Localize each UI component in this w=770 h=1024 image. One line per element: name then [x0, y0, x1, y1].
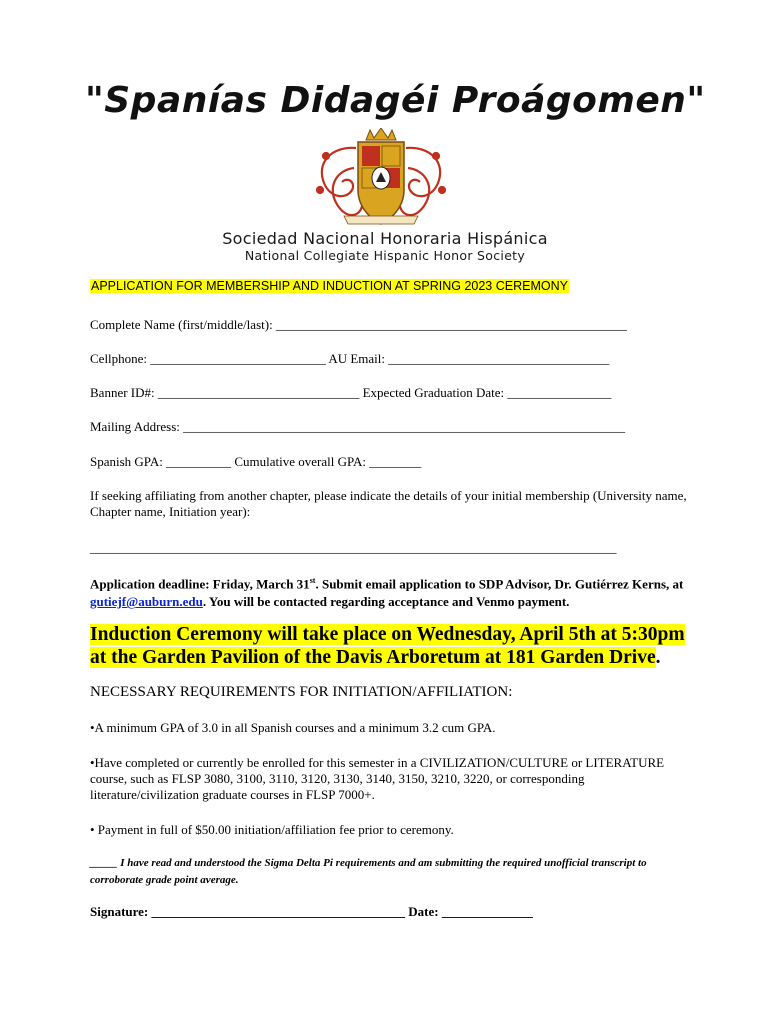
ceremony-period: . — [655, 647, 661, 668]
complete-name-field[interactable]: Complete Name (first/middle/last): ______________________________________________________ — [90, 317, 627, 332]
deadline-ordinal-suffix: st — [309, 576, 316, 585]
affiliation-instructions: If seeking affiliating from another chapter, please indicate the details of your initial membership (University name, Chapter name, Initiation year): — [90, 488, 687, 519]
seal-right-flourish — [400, 148, 445, 215]
signature-date-fields[interactable]: Signature: _______________________________________ Date: ______________ — [90, 904, 533, 919]
organization-name-english: National Collegiate Hispanic Honor Society — [244, 248, 526, 263]
seal-crown — [366, 128, 396, 140]
application-deadline-notice — [90, 572, 690, 611]
seal-left-flourish — [317, 148, 362, 215]
organization-name-spanish: Sociedad Nacional Honoraria Hispánica — [222, 229, 548, 248]
seal-banner-ribbon — [344, 216, 418, 224]
banner-graduation-fields[interactable]: Banner ID#: _______________________________ Expected Graduation Date: ________________ — [90, 385, 612, 400]
deadline-text-2: . Submit email application to SDP Advisor, Dr. Gutiérrez Kerns, at — [315, 576, 684, 592]
deadline-text-1: Application deadline: Friday, March 31 — [90, 576, 310, 592]
application-title: APPLICATION FOR MEMBERSHIP AND INDUCTION AT SPRING 2023 CEREMONY — [91, 279, 568, 293]
requirement-item: • Payment in full of $50.00 initiation/affiliation fee prior to ceremony. — [90, 822, 454, 837]
ceremony-highlighted-text: Induction Ceremony will take place on Wednesday, April 5th at 5:30pm at the Garden Pavilion of the Davis Arboretum at 181 Garden Drive — [90, 624, 685, 668]
cellphone-email-fields[interactable]: Cellphone: ___________________________ AU Email: __________________________________ — [90, 351, 610, 366]
society-motto-title: "Spanías Didagéi Proágomen" — [85, 80, 706, 121]
requirement-item: •A minimum GPA of 3.0 in all Spanish courses and a minimum 3.2 cum GPA. — [90, 720, 496, 735]
gpa-fields[interactable]: Spanish GPA: __________ Cumulative overall GPA: ________ — [90, 454, 422, 469]
deadline-text-3: . You will be contacted regarding acceptance and Venmo payment. — [202, 594, 570, 610]
seal-shield — [358, 142, 404, 224]
requirement-item: •Have completed or currently be enrolled for this semester in a CIVILIZATION/CULTURE or LITERATURE course, such as FLSP 3080, 3100, 3110, 3120, 3130, 3140, 3150, 3210, 3220, or corresponding literature/civilization graduate courses in FLSP 7000+. — [90, 755, 665, 802]
requirements-heading: NECESSARY REQUIREMENTS FOR INITIATION/AFFILIATION: — [90, 684, 513, 700]
affiliation-details-field[interactable]: _________________________________________________________________________________ — [90, 540, 617, 555]
mailing-address-field[interactable]: Mailing Address: ____________________________________________________________________ — [90, 419, 626, 434]
advisor-email-link[interactable]: gutiejf@auburn.edu — [90, 594, 203, 610]
society-seal-emblem — [296, 128, 466, 228]
induction-ceremony-notice — [90, 623, 690, 669]
acknowledgement-checkline[interactable]: _____ I have read and understood the Sigma Delta Pi requirements and am submitting the required unofficial transcript to corroborate grade point average. — [90, 857, 647, 886]
